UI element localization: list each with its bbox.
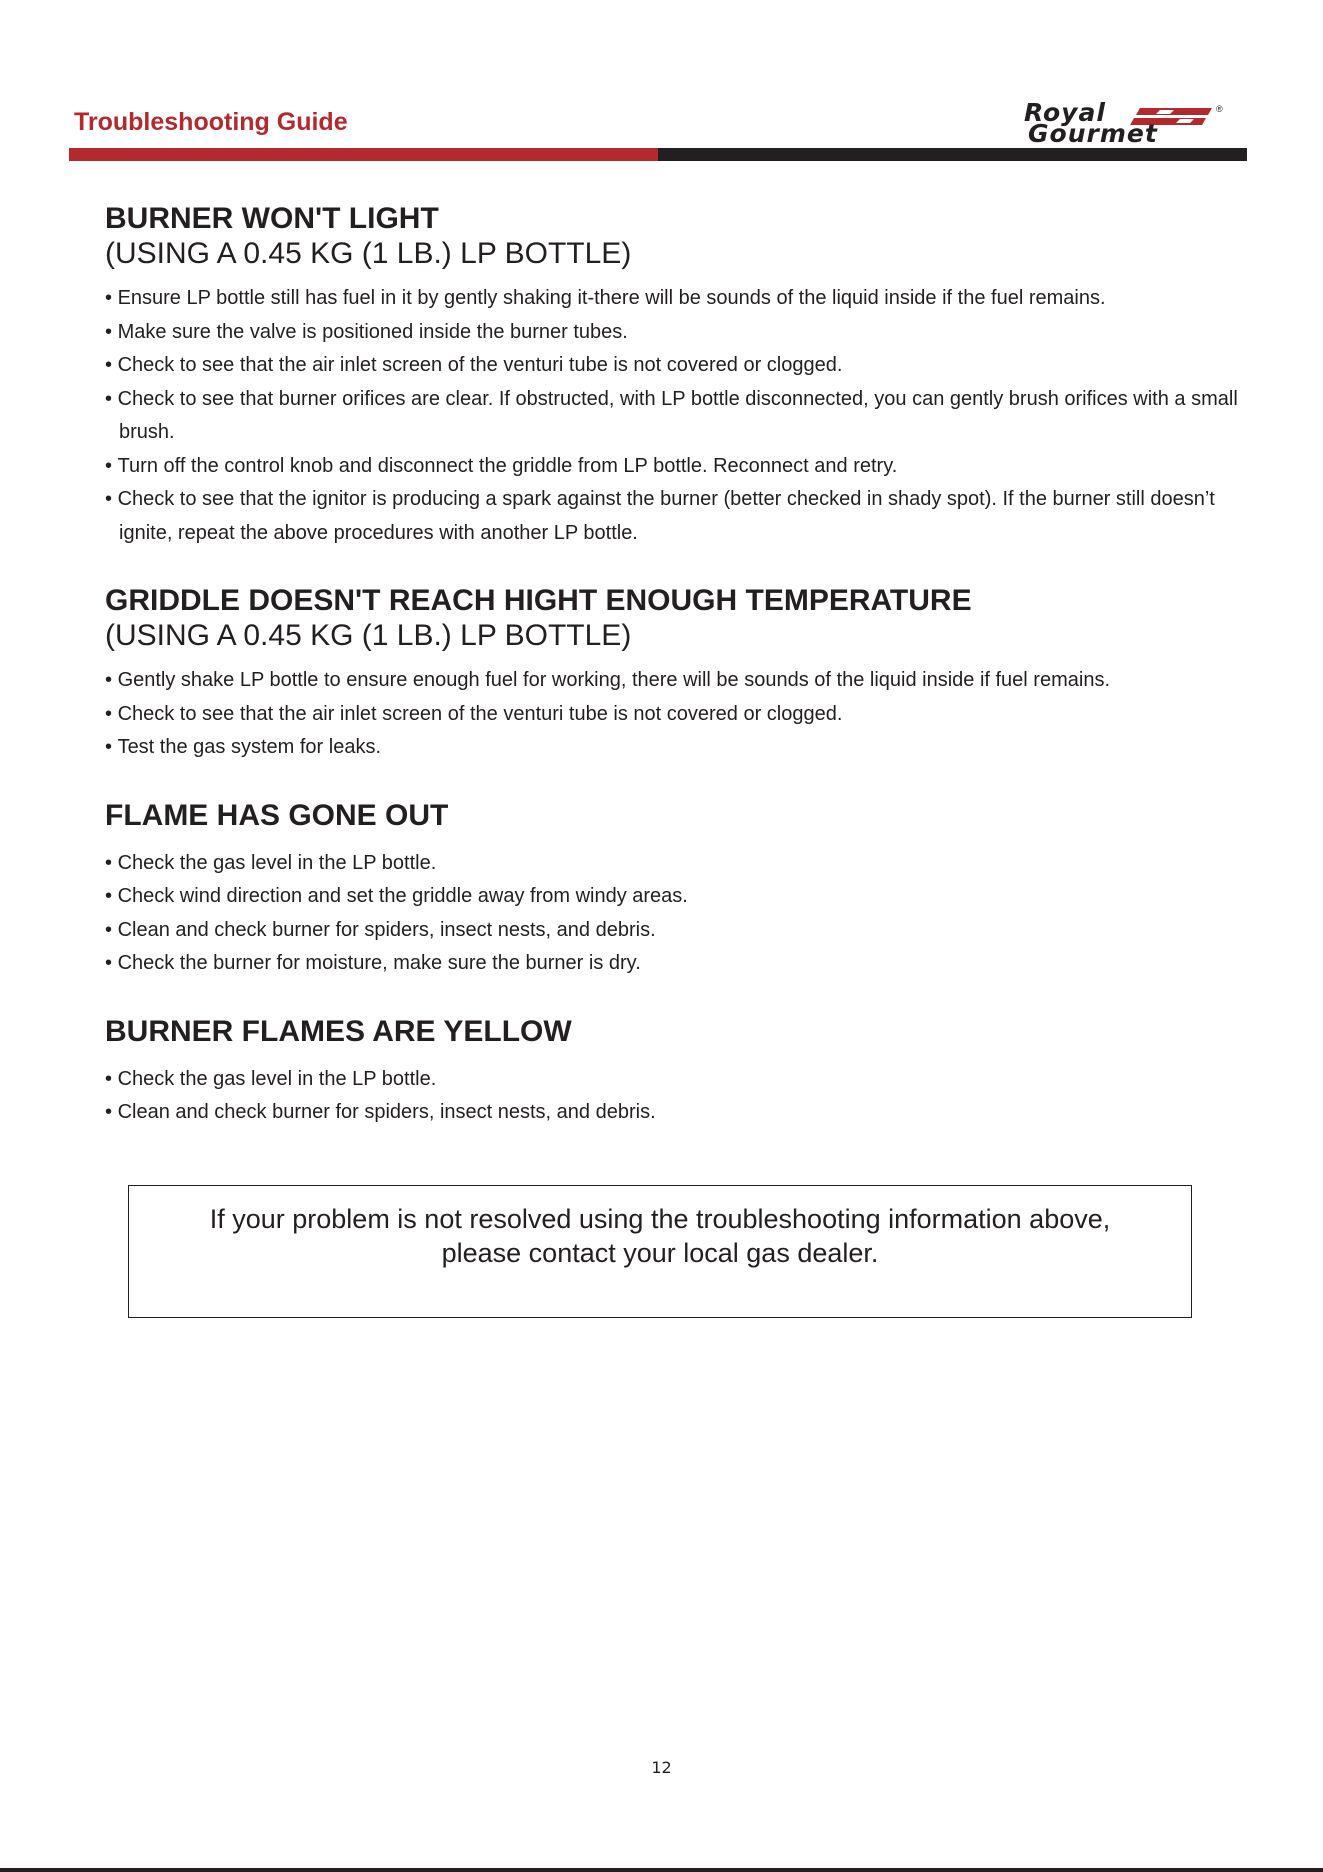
- notice-line2: please contact your local gas dealer.: [441, 1238, 879, 1268]
- bullet-item: • Check to see that the air inlet screen of the venturi tube is not covered or clogged.: [105, 349, 1255, 383]
- section: [105, 578, 1255, 765]
- bullet-item: • Check the gas level in the LP bottle.: [105, 1063, 1255, 1097]
- brand-logo: [1020, 100, 1225, 148]
- header-rule: [69, 148, 1247, 161]
- troubleshooting-content: [105, 196, 1255, 1158]
- bullet-list: [105, 282, 1255, 550]
- logo-line1: Royal: [1024, 98, 1106, 127]
- registered-mark: ®: [1216, 104, 1223, 114]
- header-rule-dark: [658, 148, 1247, 161]
- bullet-list: [105, 847, 1255, 981]
- section-heading: BURNER WON'T LIGHT: [105, 202, 439, 235]
- bullet-item: • Check the burner for moisture, make sure the burner is dry.: [105, 947, 1255, 981]
- section-subheading: (USING A 0.45 KG (1 LB.) LP BOTTLE): [105, 619, 632, 652]
- bullet-item: • Test the gas system for leaks.: [105, 731, 1255, 765]
- bullet-item: • Check the gas level in the LP bottle.: [105, 847, 1255, 881]
- section-heading: BURNER FLAMES ARE YELLOW: [105, 1014, 572, 1048]
- bullet-list: [105, 1063, 1255, 1130]
- section: [105, 793, 1255, 981]
- bullet-item: • Gently shake LP bottle to ensure enough fuel for working, there will be sounds of the liquid inside if fuel remains.: [105, 664, 1255, 698]
- logo-line2: Gourmet: [1028, 119, 1158, 148]
- bullet-item: • Check to see that the air inlet screen of the venturi tube is not covered or clogged.: [105, 698, 1255, 732]
- bullet-item: • Clean and check burner for spiders, insect nests, and debris.: [105, 1096, 1255, 1130]
- bullet-item: • Clean and check burner for spiders, insect nests, and debris.: [105, 914, 1255, 948]
- bullet-item: • Ensure LP bottle still has fuel in it by gently shaking it-there will be sounds of the liquid inside if the fuel remains.: [105, 282, 1255, 316]
- section-heading: FLAME HAS GONE OUT: [105, 798, 449, 832]
- bullet-item: • Check to see that burner orifices are clear. If obstructed, with LP bottle disconnected, you can gently brush orifices with a small brush.: [105, 383, 1255, 450]
- bottom-rule: [0, 1868, 1323, 1872]
- section: [105, 196, 1255, 550]
- notice-line1: If your problem is not resolved using the troubleshooting information above,: [209, 1204, 1111, 1234]
- section-subheading: (USING A 0.45 KG (1 LB.) LP BOTTLE): [105, 237, 632, 270]
- bullet-list: [105, 664, 1255, 765]
- bullet-item: • Check to see that the ignitor is producing a spark against the burner (better checked in shady spot). If the burner still doesn’t ignite, repeat the above procedures with another LP bottle.: [105, 483, 1255, 550]
- bullet-item: • Turn off the control knob and disconnect the griddle from LP bottle. Reconnect and retry.: [105, 450, 1255, 484]
- page-number: 12: [651, 1758, 672, 1777]
- bullet-item: • Check wind direction and set the griddle away from windy areas.: [105, 880, 1255, 914]
- bullet-item: • Make sure the valve is positioned inside the burner tubes.: [105, 316, 1255, 350]
- header-title: Troubleshooting Guide: [74, 108, 348, 136]
- contact-notice: [128, 1185, 1192, 1318]
- section-heading: GRIDDLE DOESN'T REACH HIGHT ENOUGH TEMPERATURE: [105, 584, 972, 617]
- header-rule-red: [69, 148, 658, 161]
- section: [105, 1009, 1255, 1130]
